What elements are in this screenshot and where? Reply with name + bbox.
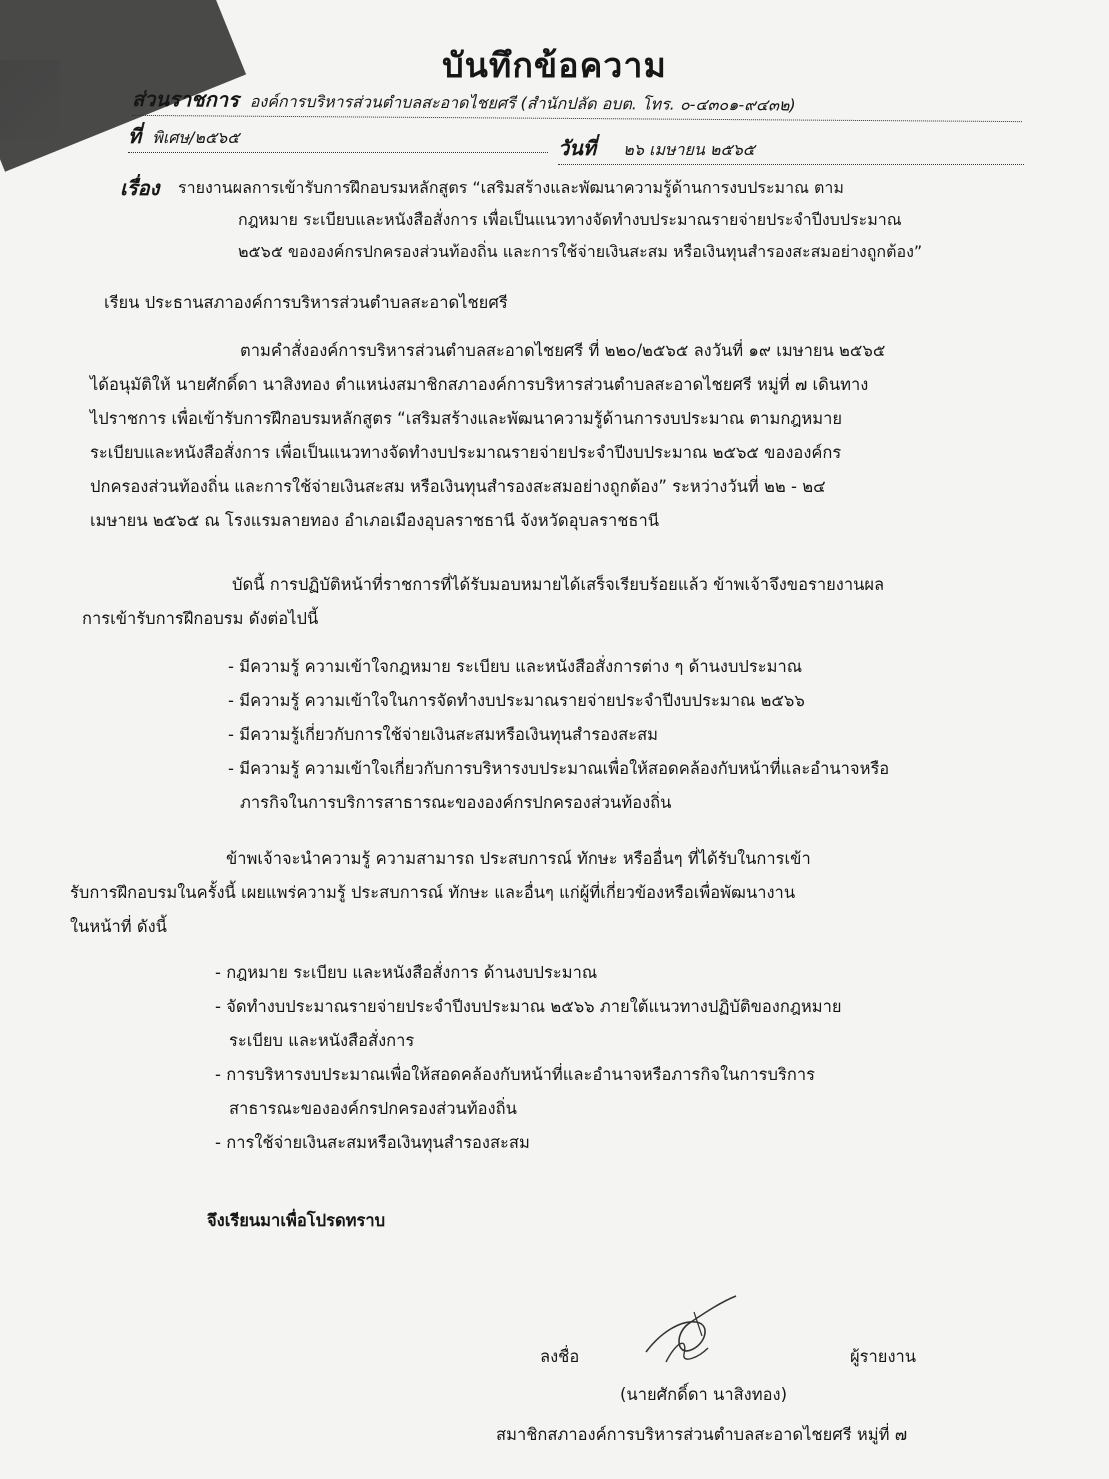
paragraph-line: ข้าพเจ้าจะนำความรู้ ความสามารถ ประสบการณ์ ทักษะ หรืออื่นๆ ที่ได้รับในการเข้า [226, 849, 811, 868]
list-item: - การใช้จ่ายเงินสะสมหรือเงินทุนสำรองสะสม [215, 1133, 530, 1152]
list-item: - การบริหารงบประมาณเพื่อให้สอดคล้องกับหน้าที่และอำนาจหรือภารกิจในการบริการ สาธารณะขององค์กรปกครองส่วนท้องถิ่น [215, 1065, 815, 1118]
list-item: - มีความรู้ ความเข้าใจในการจัดทำงบประมาณรายจ่ายประจำปีงบประมาณ ๒๕๖๖ [228, 691, 805, 710]
paragraph-line: การเข้ารับการฝึกอบรม ดังต่อไปนี้ [82, 609, 319, 628]
sign-label: ลงชื่อ [540, 1347, 580, 1366]
subject-block [120, 172, 1020, 268]
subject-label: เรื่อง [120, 176, 160, 200]
agency-row [132, 83, 1022, 122]
paragraph-report [82, 568, 1044, 636]
closing-line: จึงเรียนมาเพื่อโปรดทราบ [207, 1211, 386, 1230]
signer-position: สมาชิกสภาองค์การบริหารส่วนตำบลสะอาดไชยศรี หมู่ที่ ๗ [496, 1425, 908, 1444]
handwritten-signature [636, 1292, 746, 1372]
ref-label: ที่ [128, 124, 142, 148]
reporter-label: ผู้รายงาน [850, 1347, 917, 1366]
subject-line: รายงานผลการเข้ารับการฝึกอบรมหลักสูตร “เสริมสร้างและพัฒนาความรู้ด้านการงบประมาณ ตาม [178, 178, 844, 197]
list-item: - จัดทำงบประมาณรายจ่ายประจำปีงบประมาณ ๒๕๖๖ ภายใต้แนวทางปฏิบัติของกฎหมาย ระเบียบ และหนังสือสั่งการ [215, 997, 842, 1050]
results-list [228, 650, 1058, 820]
subject-line: ๒๕๖๕ ขององค์กรปกครองส่วนท้องถิ่น และการใช้จ่ายเงินสะสม หรือเงินทุนสำรองสะสมอย่างถูกต้อง” [238, 242, 923, 261]
ref-value: พิเศษ/๒๕๖๕ [152, 128, 240, 147]
paragraph-line: ได้อนุมัติให้ นายศักดิ์ดา นาสิงทอง ตำแหน่งสมาชิกสภาองค์การบริหารส่วนตำบลสะอาดไชยศรี หมู่ที่ ๗ เดินทาง [90, 375, 869, 394]
salutation: เรียน ประธานสภาองค์การบริหารส่วนตำบลสะอาดไชยศรี [104, 293, 508, 312]
date-value: ๒๖ เมษายน ๒๕๖๕ [623, 140, 755, 159]
paragraph-line: ตามคำสั่งองค์การบริหารส่วนตำบลสะอาดไชยศรี ที่ ๒๒๐/๒๕๖๕ ลงวันที่ ๑๙ เมษายน ๒๕๖๕ [240, 341, 886, 360]
agency-label: ส่วนราชการ [131, 86, 239, 112]
paragraph-line: ปกครองส่วนท้องถิ่น และการใช้จ่ายเงินสะสม หรือเงินทุนสำรองสะสมอย่างถูกต้อง” ระหว่างวันที่ ๒๒ - ๒๔ [90, 477, 826, 496]
signer-name: (นายศักดิ์ดา นาสิงทอง) [620, 1385, 788, 1404]
agency-value: องค์การบริหารส่วนตำบลสะอาดไชยศรี (สำนักปลัด อบต. โทร. ๐-๔๓๐๑-๙๔๓๒) [249, 91, 796, 115]
ref-row [128, 120, 548, 153]
dissemination-list [215, 956, 1015, 1160]
memo-title: บันทึกข้อความ [442, 46, 667, 86]
paragraph-order [90, 334, 1052, 538]
date-row [558, 132, 1024, 165]
list-item: - มีความรู้ ความเข้าใจเกี่ยวกับการบริหารงบประมาณเพื่อให้สอดคล้องกับหน้าที่และอำนาจหรือ ภารกิจในการบริการสาธารณะขององค์กรปกครองส่วนท้องถิ่น [228, 759, 890, 812]
paragraph-line: เมษายน ๒๕๖๕ ณ โรงแรมลายทอง อำเภอเมืองอุบลราชธานี จังหวัดอุบลราชธานี [90, 511, 660, 530]
list-item: - กฎหมาย ระเบียบ และหนังสือสั่งการ ด้านงบประมาณ [215, 963, 598, 982]
list-item: - มีความรู้ ความเข้าใจกฎหมาย ระเบียบ และหนังสือสั่งการต่าง ๆ ด้านงบประมาณ [228, 657, 803, 676]
list-item: - มีความรู้เกี่ยวกับการใช้จ่ายเงินสะสมหรือเงินทุนสำรองสะสม [228, 725, 659, 744]
date-label: วันที่ [558, 136, 597, 160]
paragraph-line: ในหน้าที่ ดังนี้ [70, 917, 167, 936]
paragraph-dissemination [70, 842, 1060, 944]
paragraph-line: ไปราชการ เพื่อเข้ารับการฝึกอบรมหลักสูตร “เสริมสร้างและพัฒนาความรู้ด้านการงบประมาณ ตามกฎหมาย [90, 409, 843, 428]
paragraph-line: ระเบียบและหนังสือสั่งการ เพื่อเป็นแนวทางจัดทำงบประมาณรายจ่ายประจำปีงบประมาณ ๒๕๖๕ ขององค์กร [90, 443, 842, 462]
paragraph-line: บัดนี้ การปฏิบัติหน้าที่ราชการที่ได้รับมอบหมายได้เสร็จเรียบร้อยแล้ว ข้าพเจ้าจึงขอรายงานผล [232, 575, 885, 594]
subject-line: กฎหมาย ระเบียบและหนังสือสั่งการ เพื่อเป็นแนวทางจัดทำงบประมาณรายจ่ายประจำปีงบประมาณ [238, 210, 902, 229]
paragraph-line: รับการฝึกอบรมในครั้งนี้ เผยแพร่ความรู้ ประสบการณ์ ทักษะ และอื่นๆ แก่ผู้ที่เกี่ยวข้องหรือเพื่อพัฒนางาน [70, 883, 796, 902]
